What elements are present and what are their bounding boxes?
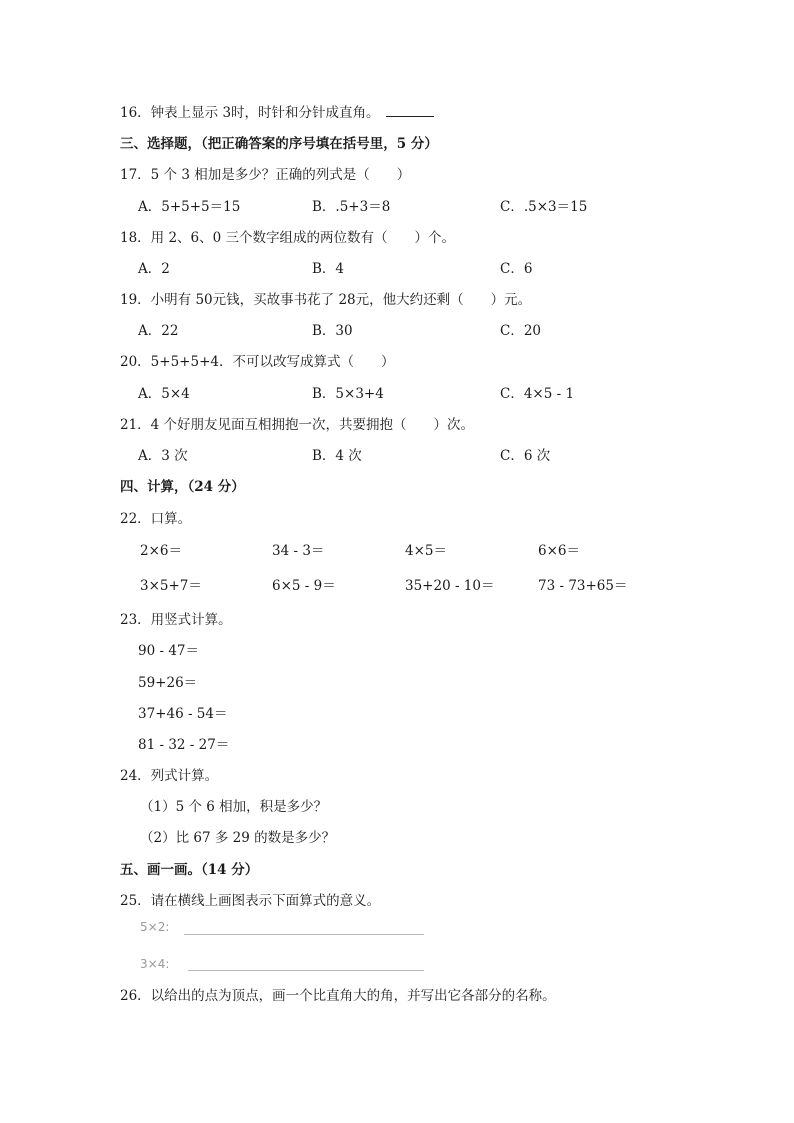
question-25-stem: 25．请在横线上画图表示下面算式的意义。 bbox=[120, 893, 381, 909]
oral-calc-item: 73 - 73+65＝ bbox=[538, 578, 628, 594]
question-21-option-b: B．4 次 bbox=[312, 448, 362, 464]
answer-blank[interactable] bbox=[386, 104, 434, 117]
question-18-option-c: C．6 bbox=[500, 261, 533, 277]
question-24-part-1: （1）5 个 6 相加，积是多少？ bbox=[140, 799, 328, 815]
question-21-stem: 21．4 个好朋友见面互相拥抱一次，共要拥抱（ ）次。 bbox=[120, 417, 475, 433]
section-4-title: 四、计算，（24 分） bbox=[120, 479, 245, 495]
question-19-stem: 19．小明有 50元钱，买故事书花了 28元，他大约还剩（ ）元。 bbox=[120, 292, 532, 308]
question-19-option-a: A．22 bbox=[138, 323, 179, 339]
question-18-option-a: A．2 bbox=[138, 261, 170, 277]
oral-calc-item: 2×6＝ bbox=[140, 543, 182, 559]
question-21-option-c: C．6 次 bbox=[500, 448, 551, 464]
oral-calc-item: 3×5+7＝ bbox=[140, 578, 202, 594]
question-19-option-b: B．30 bbox=[312, 323, 353, 339]
drawing-line[interactable] bbox=[184, 934, 424, 935]
section-3-title: 三、选择题，（把正确答案的序号填在括号里，5 分） bbox=[120, 136, 438, 152]
oral-calc-item: 4×5＝ bbox=[405, 543, 447, 559]
question-19-option-c: C．20 bbox=[500, 323, 542, 339]
oral-calc-item: 6×6＝ bbox=[538, 543, 580, 559]
question-16-text: 16．钟表上显示 3时，时针和分针成直角。 bbox=[120, 105, 380, 121]
question-17-option-a: A．5+5+5＝15 bbox=[138, 199, 241, 215]
oral-calc-item: 34 - 3＝ bbox=[272, 543, 325, 559]
question-20-option-b: B．5×3+4 bbox=[312, 386, 384, 402]
question-20-option-a: A．5×4 bbox=[138, 386, 190, 402]
question-21-option-a: A．3 次 bbox=[138, 448, 188, 464]
vertical-calc-item: 37+46 - 54＝ bbox=[138, 706, 228, 722]
oral-calc-item: 6×5 - 9＝ bbox=[272, 578, 336, 594]
drawing-label: 3×4: bbox=[140, 957, 170, 971]
vertical-calc-item: 81 - 32 - 27＝ bbox=[138, 737, 230, 753]
question-18-option-b: B．4 bbox=[312, 261, 345, 277]
question-23-stem: 23．用竖式计算。 bbox=[120, 612, 232, 628]
vertical-calc-item: 59+26＝ bbox=[138, 675, 198, 691]
question-20-stem: 20．5+5+5+4．不可以改写成算式（ ） bbox=[120, 354, 395, 370]
question-24-stem: 24．列式计算。 bbox=[120, 768, 219, 784]
question-16 bbox=[120, 104, 434, 122]
question-17-option-c: C．.5×3＝15 bbox=[500, 199, 588, 215]
question-24-part-2: （2）比 67 多 29 的数是多少？ bbox=[140, 830, 336, 846]
question-18-stem: 18．用 2、6、0 三个数字组成的两位数有（ ）个。 bbox=[120, 230, 456, 246]
question-17-stem: 17．5 个 3 相加是多少？正确的列式是（ ） bbox=[120, 167, 411, 183]
question-26-stem: 26．以给出的点为顶点，画一个比直角大的角，并写出它各部分的名称。 bbox=[120, 988, 556, 1004]
oral-calc-item: 35+20 - 10＝ bbox=[405, 578, 495, 594]
drawing-line[interactable] bbox=[188, 970, 424, 971]
question-20-option-c: C．4×5 - 1 bbox=[500, 386, 575, 402]
question-17-option-b: B．.5+3＝8 bbox=[312, 199, 391, 215]
vertical-calc-item: 90 - 47＝ bbox=[138, 643, 200, 659]
question-22-stem: 22．口算。 bbox=[120, 511, 192, 527]
drawing-label: 5×2: bbox=[140, 920, 170, 934]
section-5-title: 五、画一画。（14 分） bbox=[120, 862, 259, 878]
